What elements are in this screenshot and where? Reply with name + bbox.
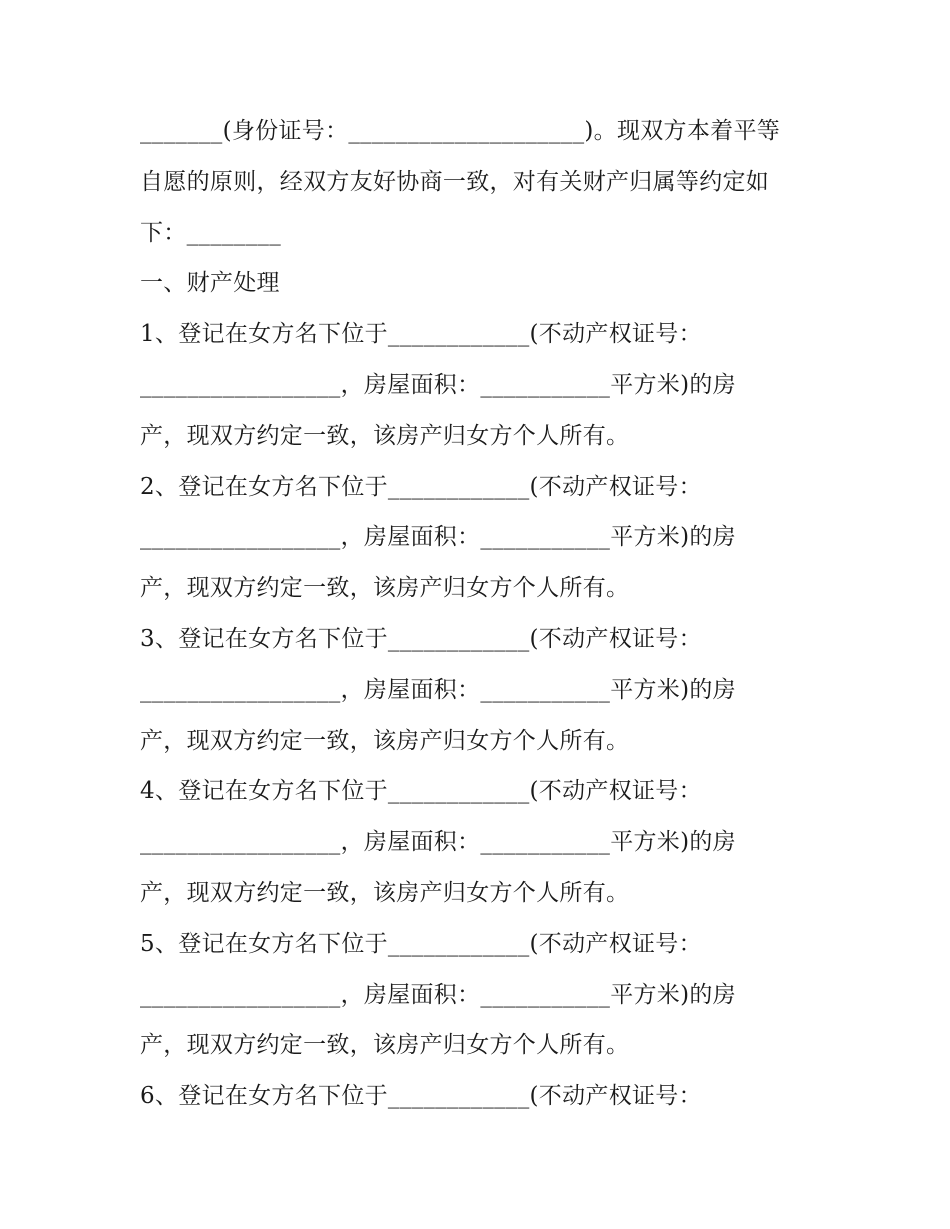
clause-2-line-3: 产，现双方约定一致，该房产归女方个人所有。 bbox=[140, 575, 630, 602]
text-line: 下：________ bbox=[140, 219, 281, 246]
clause-2-line-1: 2、登记在女方名下位于____________(不动产权证号： bbox=[140, 473, 702, 500]
document-body bbox=[140, 106, 820, 1122]
clause-6-line-1: 6、登记在女方名下位于____________(不动产权证号： bbox=[140, 1083, 702, 1110]
section-heading: 一、财产处理 bbox=[140, 270, 280, 297]
clause-5-line-3: 产，现双方约定一致，该房产归女方个人所有。 bbox=[140, 1032, 630, 1059]
clause-4-line-1: 4、登记在女方名下位于____________(不动产权证号： bbox=[140, 778, 702, 805]
text-line: _______(身份证号：____________________)。现双方本着平等 bbox=[140, 118, 781, 144]
clause-2-line-2: _________________，房屋面积：___________平方米)的房 bbox=[140, 524, 736, 551]
clause-4-line-3: 产，现双方约定一致，该房产归女方个人所有。 bbox=[140, 879, 630, 906]
clause-1-line-3: 产，现双方约定一致，该房产归女方个人所有。 bbox=[140, 422, 630, 449]
clause-5-line-1: 5、登记在女方名下位于____________(不动产权证号： bbox=[140, 930, 702, 957]
clause-5-line-2: _________________，房屋面积：___________平方米)的房 bbox=[140, 981, 736, 1008]
clause-4-line-2: _________________，房屋面积：___________平方米)的房 bbox=[140, 829, 736, 856]
clause-3-line-2: _________________，房屋面积：___________平方米)的房 bbox=[140, 676, 736, 703]
clause-1-line-2: _________________，房屋面积：___________平方米)的房 bbox=[140, 371, 736, 398]
clause-1-line-1: 1、登记在女方名下位于____________(不动产权证号： bbox=[140, 321, 702, 348]
clause-3-line-1: 3、登记在女方名下位于____________(不动产权证号： bbox=[140, 625, 702, 652]
clause-3-line-3: 产，现双方约定一致，该房产归女方个人所有。 bbox=[140, 727, 630, 754]
text-line: 自愿的原则，经双方友好协商一致，对有关财产归属等约定如 bbox=[140, 168, 770, 195]
